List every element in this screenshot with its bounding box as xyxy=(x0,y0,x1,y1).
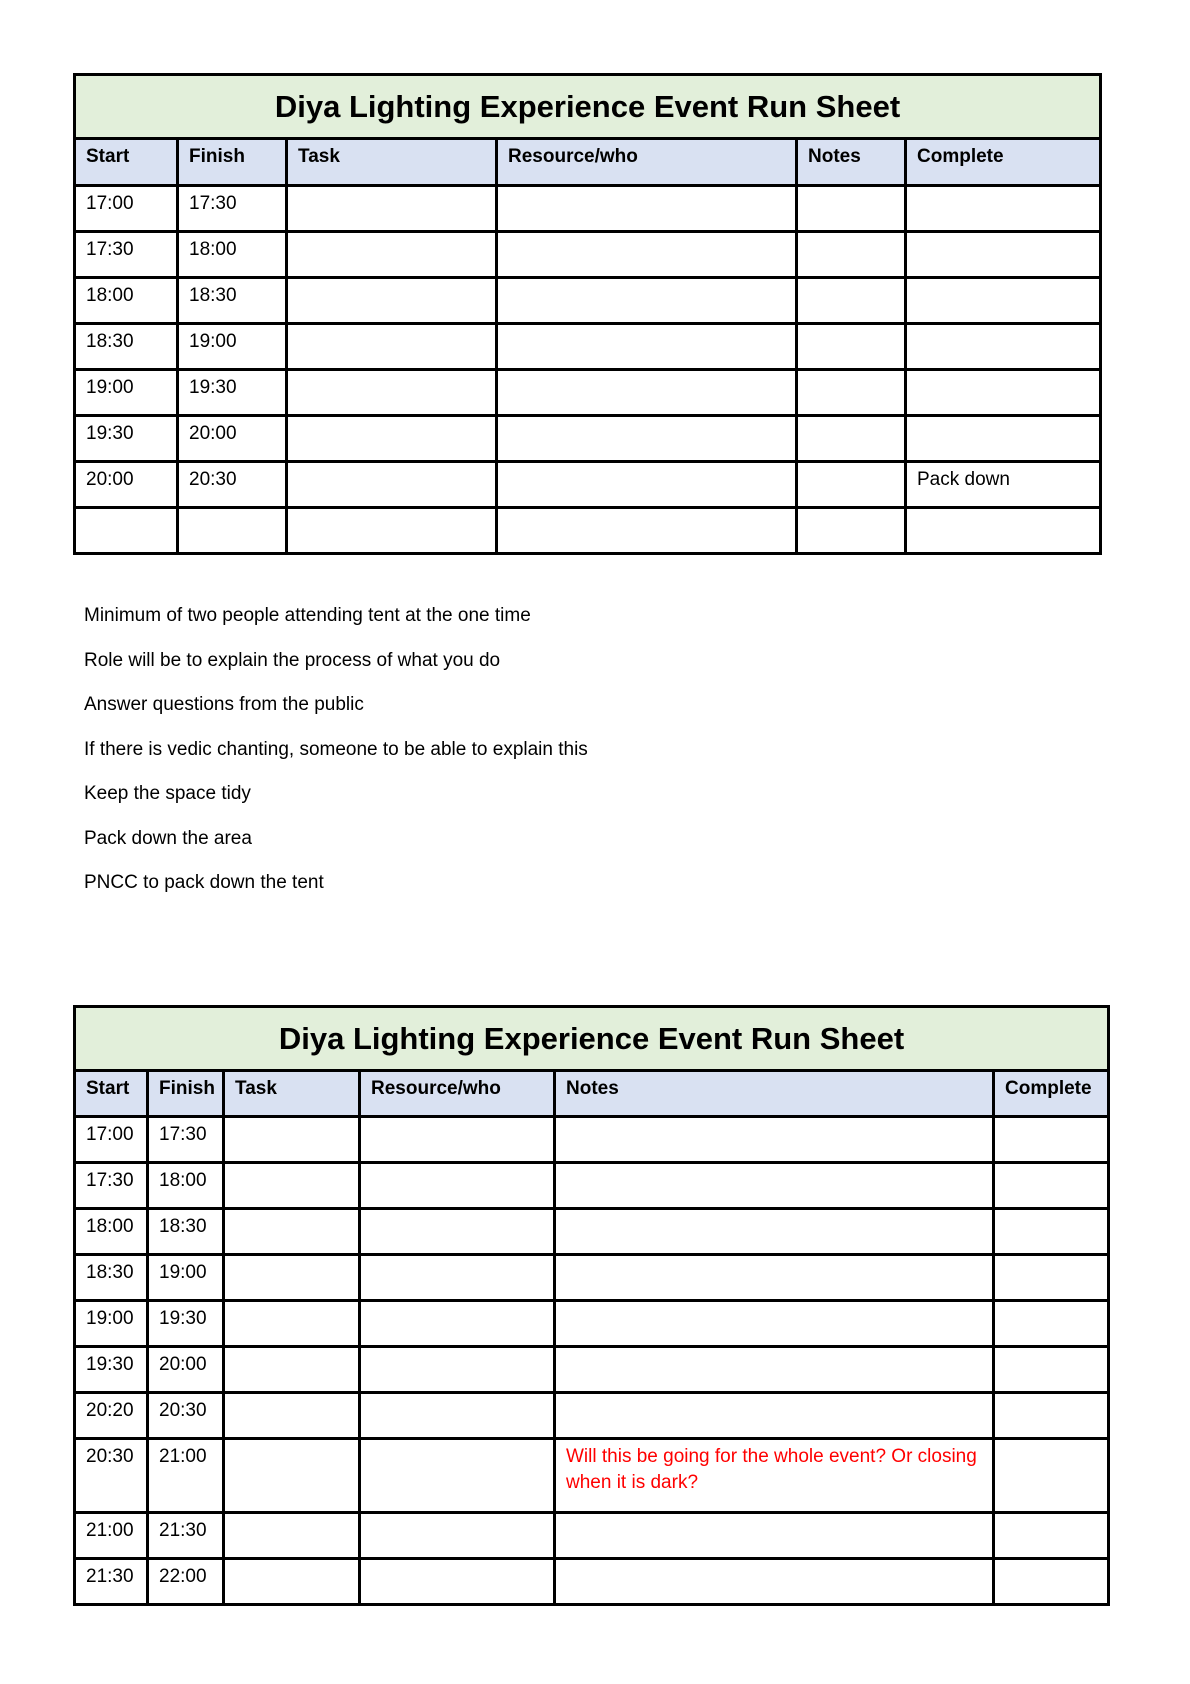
table-cell[interactable] xyxy=(797,370,906,416)
column-header: Complete xyxy=(994,1071,1109,1117)
table-cell[interactable]: 20:00 xyxy=(75,462,178,508)
table-cell[interactable]: 19:30 xyxy=(178,370,287,416)
table-cell[interactable] xyxy=(555,1393,994,1439)
table-cell[interactable] xyxy=(906,324,1101,370)
table-cell[interactable] xyxy=(224,1559,360,1605)
table-cell[interactable] xyxy=(497,370,797,416)
table-cell[interactable]: 19:00 xyxy=(75,370,178,416)
table-cell[interactable] xyxy=(497,186,797,232)
notes-list xyxy=(84,603,588,915)
table-cell[interactable] xyxy=(797,278,906,324)
table-cell[interactable] xyxy=(555,1163,994,1209)
table-cell[interactable]: 20:00 xyxy=(178,416,287,462)
run-sheet-table-1 xyxy=(73,73,1102,555)
column-header: Notes xyxy=(555,1071,994,1117)
table-cell[interactable] xyxy=(360,1439,555,1513)
table-cell[interactable]: 20:30 xyxy=(178,462,287,508)
table-cell[interactable] xyxy=(797,232,906,278)
table-cell[interactable] xyxy=(224,1439,360,1513)
table-cell[interactable]: 17:30 xyxy=(75,1163,148,1209)
table-cell[interactable] xyxy=(906,232,1101,278)
table-row xyxy=(75,1209,1109,1255)
sheet-title: Diya Lighting Experience Event Run Sheet xyxy=(75,75,1101,139)
table-row xyxy=(75,186,1101,232)
table-cell[interactable] xyxy=(906,416,1101,462)
column-header: Start xyxy=(75,1071,148,1117)
table-cell[interactable] xyxy=(287,462,497,508)
table-row xyxy=(75,1513,1109,1559)
table-cell[interactable] xyxy=(287,508,497,554)
table-cell[interactable] xyxy=(224,1163,360,1209)
table-cell[interactable] xyxy=(994,1255,1109,1301)
table-cell[interactable] xyxy=(360,1163,555,1209)
table-cell[interactable] xyxy=(360,1393,555,1439)
table-cell[interactable]: 18:00 xyxy=(75,278,178,324)
table-row xyxy=(75,232,1101,278)
table-cell[interactable] xyxy=(797,462,906,508)
table-cell[interactable] xyxy=(906,278,1101,324)
table-cell[interactable] xyxy=(497,416,797,462)
table-cell[interactable] xyxy=(75,508,178,554)
table-row xyxy=(75,416,1101,462)
table-cell[interactable]: 17:30 xyxy=(75,232,178,278)
table-cell[interactable] xyxy=(555,1347,994,1393)
table-cell[interactable]: 18:30 xyxy=(75,324,178,370)
table-cell[interactable]: 21:00 xyxy=(148,1439,224,1513)
table-cell[interactable]: 20:30 xyxy=(75,1439,148,1513)
table-cell[interactable] xyxy=(287,324,497,370)
table-cell[interactable] xyxy=(287,370,497,416)
table-cell[interactable]: 20:20 xyxy=(75,1393,148,1439)
table-cell[interactable] xyxy=(497,278,797,324)
table-cell[interactable]: 18:00 xyxy=(75,1209,148,1255)
table-cell[interactable] xyxy=(224,1209,360,1255)
table-row xyxy=(75,1163,1109,1209)
table-cell[interactable]: 19:30 xyxy=(148,1301,224,1347)
table-cell[interactable] xyxy=(360,1117,555,1163)
table-cell[interactable] xyxy=(224,1513,360,1559)
table-cell[interactable] xyxy=(360,1559,555,1605)
note-line: Keep the space tidy xyxy=(84,783,251,804)
table-cell[interactable] xyxy=(360,1513,555,1559)
table-cell[interactable] xyxy=(224,1117,360,1163)
table-cell[interactable] xyxy=(994,1209,1109,1255)
table-cell[interactable] xyxy=(360,1209,555,1255)
table-cell[interactable] xyxy=(555,1209,994,1255)
table-row xyxy=(75,324,1101,370)
table-cell[interactable] xyxy=(287,278,497,324)
table-cell[interactable] xyxy=(497,232,797,278)
table-cell[interactable]: Pack down xyxy=(906,462,1101,508)
table-cell[interactable] xyxy=(287,416,497,462)
column-header: Task xyxy=(224,1071,360,1117)
table-cell[interactable] xyxy=(555,1513,994,1559)
table-cell[interactable] xyxy=(797,416,906,462)
table-cell[interactable]: 17:00 xyxy=(75,186,178,232)
table-row xyxy=(75,462,1101,508)
table-cell[interactable]: 17:30 xyxy=(178,186,287,232)
table-row xyxy=(75,1439,1109,1513)
table-cell[interactable]: 17:00 xyxy=(75,1117,148,1163)
note-line: Minimum of two people attending tent at the one time xyxy=(84,605,531,626)
table-cell[interactable]: 19:00 xyxy=(178,324,287,370)
note-line: Role will be to explain the process of what you do xyxy=(84,649,501,671)
table-cell[interactable]: 20:00 xyxy=(148,1347,224,1393)
table-cell[interactable]: 19:00 xyxy=(148,1255,224,1301)
table-row xyxy=(75,1559,1109,1605)
table-cell[interactable]: 18:00 xyxy=(178,232,287,278)
table-cell[interactable] xyxy=(178,508,287,554)
table-cell[interactable] xyxy=(994,1559,1109,1605)
column-header: Finish xyxy=(178,139,287,186)
table-cell[interactable] xyxy=(224,1301,360,1347)
table-cell[interactable] xyxy=(994,1439,1109,1513)
table-cell[interactable] xyxy=(497,508,797,554)
table-cell[interactable] xyxy=(360,1347,555,1393)
table-cell[interactable]: 21:00 xyxy=(75,1513,148,1559)
table-row xyxy=(75,278,1101,324)
table-cell[interactable]: 18:00 xyxy=(148,1163,224,1209)
note-line: If there is vedic chanting, someone to be able to explain this xyxy=(84,738,588,760)
table-cell[interactable] xyxy=(224,1255,360,1301)
table-cell[interactable] xyxy=(224,1347,360,1393)
table-cell[interactable] xyxy=(497,324,797,370)
table-cell[interactable]: 17:30 xyxy=(148,1117,224,1163)
table-cell[interactable] xyxy=(994,1393,1109,1439)
table-cell[interactable]: 20:30 xyxy=(148,1393,224,1439)
table-row xyxy=(75,1117,1109,1163)
note-line: Pack down the area xyxy=(84,827,252,849)
table-cell[interactable] xyxy=(797,324,906,370)
table-cell[interactable]: 19:00 xyxy=(75,1301,148,1347)
run-sheet-table-2 xyxy=(73,1005,1110,1606)
table-cell[interactable] xyxy=(287,186,497,232)
table-cell[interactable]: 22:00 xyxy=(148,1559,224,1605)
sheet-title: Diya Lighting Experience Event Run Sheet xyxy=(75,1007,1109,1071)
table-cell[interactable]: 19:30 xyxy=(75,416,178,462)
column-header: Complete xyxy=(906,139,1101,186)
table-cell[interactable] xyxy=(906,186,1101,232)
table-row xyxy=(75,1393,1109,1439)
column-header: Start xyxy=(75,139,178,186)
table-cell[interactable]: 18:30 xyxy=(178,278,287,324)
table-cell[interactable] xyxy=(287,232,497,278)
table-cell[interactable] xyxy=(555,1301,994,1347)
table-cell[interactable] xyxy=(994,1301,1109,1347)
note-line: PNCC to pack down the tent xyxy=(84,872,324,893)
table-cell[interactable] xyxy=(555,1255,994,1301)
table-cell[interactable] xyxy=(224,1393,360,1439)
table-cell[interactable] xyxy=(555,1117,994,1163)
table-cell[interactable] xyxy=(497,462,797,508)
table-cell[interactable] xyxy=(994,1347,1109,1393)
table-cell[interactable] xyxy=(797,508,906,554)
table-row xyxy=(75,1347,1109,1393)
table-cell[interactable] xyxy=(906,508,1101,554)
table-row xyxy=(75,508,1101,554)
table-row xyxy=(75,1255,1109,1301)
table-cell[interactable]: Will this be going for the whole event? Or closing when it is dark? xyxy=(555,1439,994,1513)
table-cell[interactable]: 18:30 xyxy=(148,1209,224,1255)
table-cell[interactable] xyxy=(994,1117,1109,1163)
column-header: Notes xyxy=(797,139,906,186)
table-cell[interactable] xyxy=(906,370,1101,416)
table-cell[interactable]: 21:30 xyxy=(148,1513,224,1559)
column-header: Resource/who xyxy=(360,1071,555,1117)
column-header: Resource/who xyxy=(497,139,797,186)
table-cell[interactable] xyxy=(360,1301,555,1347)
table-row xyxy=(75,370,1101,416)
table-cell[interactable] xyxy=(797,186,906,232)
table-cell[interactable] xyxy=(360,1255,555,1301)
table-cell[interactable]: 18:30 xyxy=(75,1255,148,1301)
table-cell[interactable]: 21:30 xyxy=(75,1559,148,1605)
table-cell[interactable] xyxy=(994,1513,1109,1559)
column-header: Finish xyxy=(148,1071,224,1117)
note-line: Answer questions from the public xyxy=(84,694,364,715)
table-row xyxy=(75,1301,1109,1347)
table-cell[interactable] xyxy=(555,1559,994,1605)
column-header: Task xyxy=(287,139,497,186)
table-cell[interactable] xyxy=(994,1163,1109,1209)
table-cell[interactable]: 19:30 xyxy=(75,1347,148,1393)
